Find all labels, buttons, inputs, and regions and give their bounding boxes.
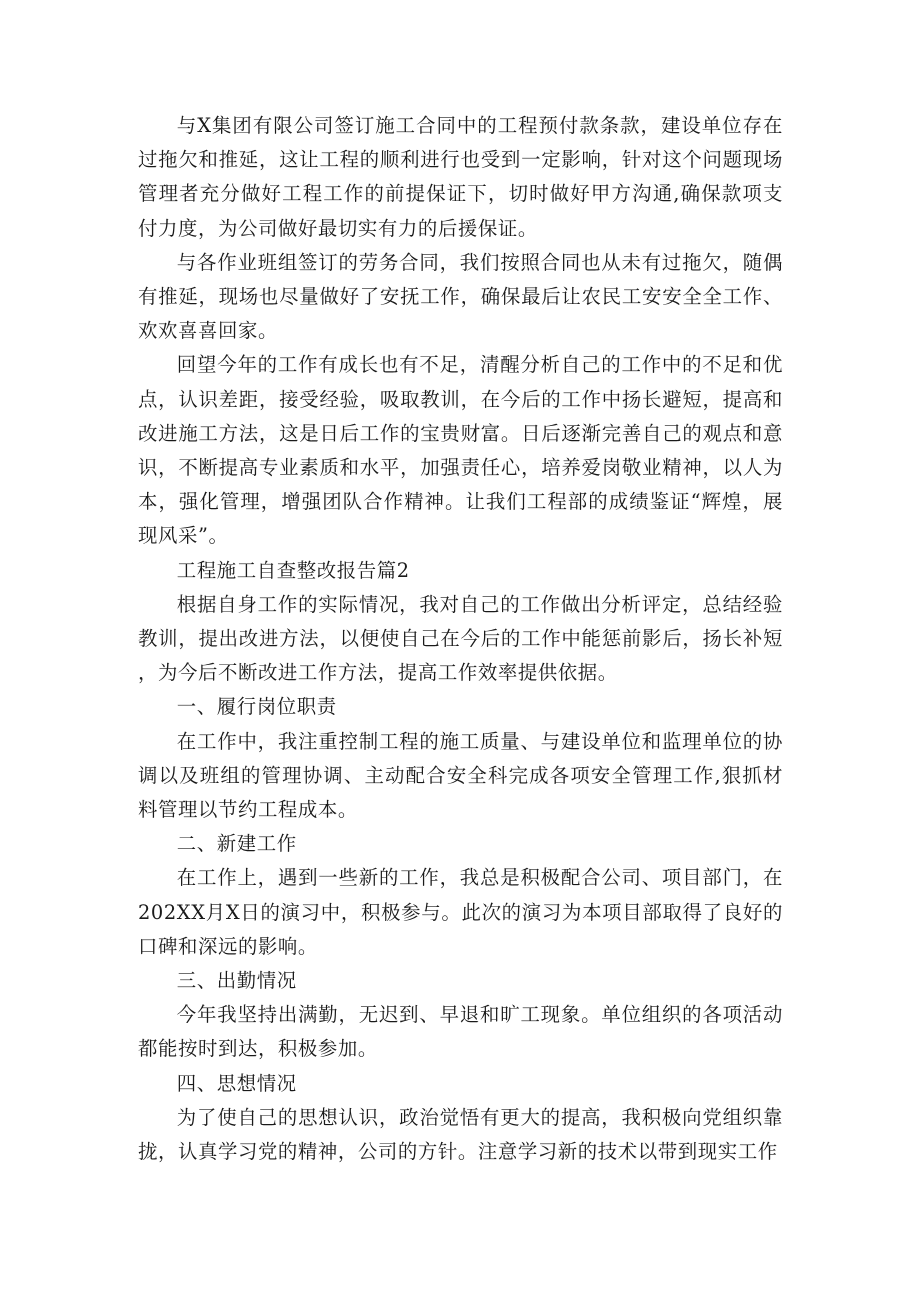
paragraph-job-duties: 在工作中，我注重控制工程的施工质量、与建设单位和监理单位的协调以及班组的管理协调、主动配合安全科完成各项安全管理工作,狠抓材料管理以节约工程成本。 [138, 729, 783, 822]
paragraph-self-evaluation: 根据自身工作的实际情况，我对自己的工作做出分析评定，总结经验教训，提出改进方法，以便使自己在今后的工作中能惩前影后，扬长补短，为今后不断改进工作方法，提高工作效率提供依据。 [138, 592, 783, 685]
heading-job-duties: 一、履行岗位职责 [176, 695, 337, 719]
document-body [138, 109, 783, 1169]
heading-new-work: 二、新建工作 [176, 832, 297, 856]
heading-thinking: 四、思想情况 [176, 1071, 297, 1095]
paragraph-labor-contract: 与各作业班组签订的劳务合同，我们按照合同也从未有过拖欠，随偶有推延，现场也尽量做好了安抚工作，确保最后让农民工安安全全工作、欢欢喜喜回家。 [138, 250, 783, 343]
paragraph-annual-review: 回望今年的工作有成长也有不足，清醒分析自己的工作中的不足和优点，认识差距，接受经验，吸取教训，在今后的工作中扬长避短，提高和改进施工方法，这是日后工作的宝贵财富。日后逐渐完善自己的观点和意识，不断提高专业素质和水平，加强责任心，培养爱岗敬业精神，以人为本，强化管理，增强团队合作精神。让我们工程部的成绩鉴证“辉煌，展现风采”。 [138, 353, 783, 548]
paragraph-new-work: 在工作上，遇到一些新的工作，我总是积极配合公司、项目部门，在202XX月X日的演习中，积极参与。此次的演习为本项目部取得了良好的口碑和深远的影响。 [138, 866, 783, 958]
paragraph-thinking: 为了使自己的思想认识，政治觉悟有更大的提高，我积极向党组织靠拢，认真学习党的精神，公司的方针。注意学习新的技术以带到现实工作 [138, 1105, 783, 1164]
heading-attendance: 三、出勤情况 [176, 969, 297, 993]
section-title-report-2: 工程施工自查整改报告篇2 [176, 558, 410, 582]
paragraph-attendance: 今年我坚持出满勤，无迟到、早退和旷工现象。单位组织的各项活动都能按时到达，积极参加。 [138, 1003, 783, 1061]
paragraph-advance-payment: 与X集团有限公司签订施工合同中的工程预付款条款，建设单位存在过拖欠和推延，这让工程的顺利进行也受到一定影响，针对这个问题现场管理者充分做好工程工作的前提保证下，切时做好甲方沟通,确保款项支付力度，为公司做好最切实有力的后援保证。 [138, 114, 783, 240]
